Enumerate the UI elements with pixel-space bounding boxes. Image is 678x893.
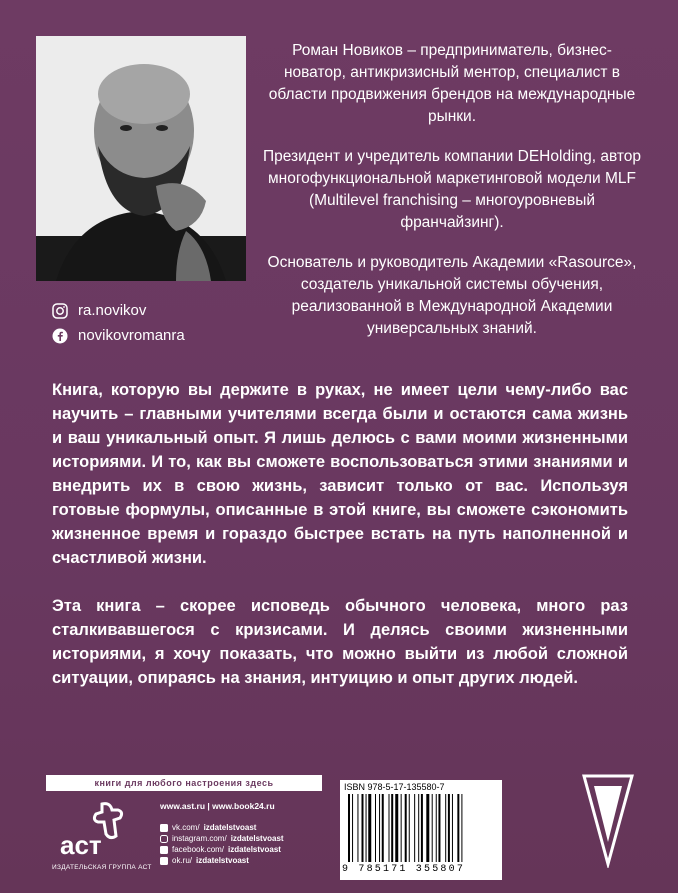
link-handle: izdatelstvoast — [228, 845, 281, 854]
facebook-contact — [52, 327, 185, 344]
book-description — [52, 378, 628, 714]
social-link-ok — [160, 855, 284, 866]
imprint-v-logo — [582, 772, 634, 868]
link-handle: izdatelstvoast — [230, 834, 284, 843]
description-paragraph: Эта книга – скорее исповедь обычного человека, много раз сталкивавшегося с кризисами. И делясь своими жизненными историями, я хочу показать, что можно выйти из любой сложной ситуации, опираясь на знания, интуицию и опыт других людей. — [52, 597, 628, 687]
vk-icon — [160, 824, 168, 832]
ast-logo — [58, 800, 128, 860]
social-link-vk — [160, 822, 284, 833]
link-handle: izdatelstvoast — [196, 856, 249, 865]
social-link-instagram — [160, 833, 284, 844]
instagram-contact — [52, 302, 146, 319]
bio-paragraph: Роман Новиков – предприниматель, бизнес-новатор, антикризисный ментор, специалист в области продвижения брендов на международные рынки. — [268, 42, 636, 125]
facebook-icon — [160, 846, 168, 854]
author-photo — [36, 36, 246, 281]
instagram-icon — [160, 835, 168, 843]
isbn-number: ISBN 978-5-17-135580-7 — [344, 782, 445, 792]
link-prefix: vk.com/ — [172, 823, 200, 832]
link-handle: izdatelstvoast — [203, 823, 257, 832]
facebook-icon — [52, 328, 68, 344]
link-prefix: instagram.com/ — [172, 834, 227, 843]
publisher-social-links — [160, 822, 284, 866]
bio-paragraph: Основатель и руководитель Академии «Rasource», создатель уникальной системы обучения, реализованной в Международной Академии универсальных знаний. — [267, 254, 637, 337]
barcode-bars — [348, 794, 496, 862]
odnoklassniki-icon — [160, 857, 168, 865]
publisher-tagline: книги для любого настроения здесь — [46, 775, 322, 791]
ast-logo-text: аст — [60, 830, 102, 860]
instagram-icon — [52, 303, 68, 319]
link-prefix: facebook.com/ — [172, 845, 225, 854]
instagram-handle: ra.novikov — [78, 302, 147, 319]
publisher-sites: www.ast.ru | www.book24.ru — [160, 801, 275, 811]
link-prefix: ok.ru/ — [172, 856, 193, 865]
social-link-facebook — [160, 844, 284, 855]
description-paragraph: Книга, которую вы держите в руках, не имеет цели чему-либо вас научить – главными учителями всегда были и остаются сама жизнь и ваш уникальный опыт. Я лишь делюсь с вами моими жизненными историями. И то, как вы сможете воспользоваться этими знаниями и внедрить их в свою жизнь, зависит только от вас. Используя готовые формулы, описанные в этой книге, вы сможете сэкономить жизненное время и гораздо быстрее встать на путь наполненной и счастливой жизни. — [52, 381, 628, 567]
publisher-name: ИЗДАТЕЛЬСКАЯ ГРУППА АСТ — [52, 864, 152, 871]
facebook-handle: novikovromanra — [78, 327, 185, 344]
barcode — [340, 780, 502, 880]
bio-paragraph: Президент и учредитель компании DEHolding, автор многофункциональной маркетинговой модели MLF (Multilevel franchising – многоуровневый франчайзинг). — [262, 148, 642, 231]
barcode-number: 9 785171 355807 — [342, 864, 466, 875]
author-bio — [262, 40, 642, 358]
